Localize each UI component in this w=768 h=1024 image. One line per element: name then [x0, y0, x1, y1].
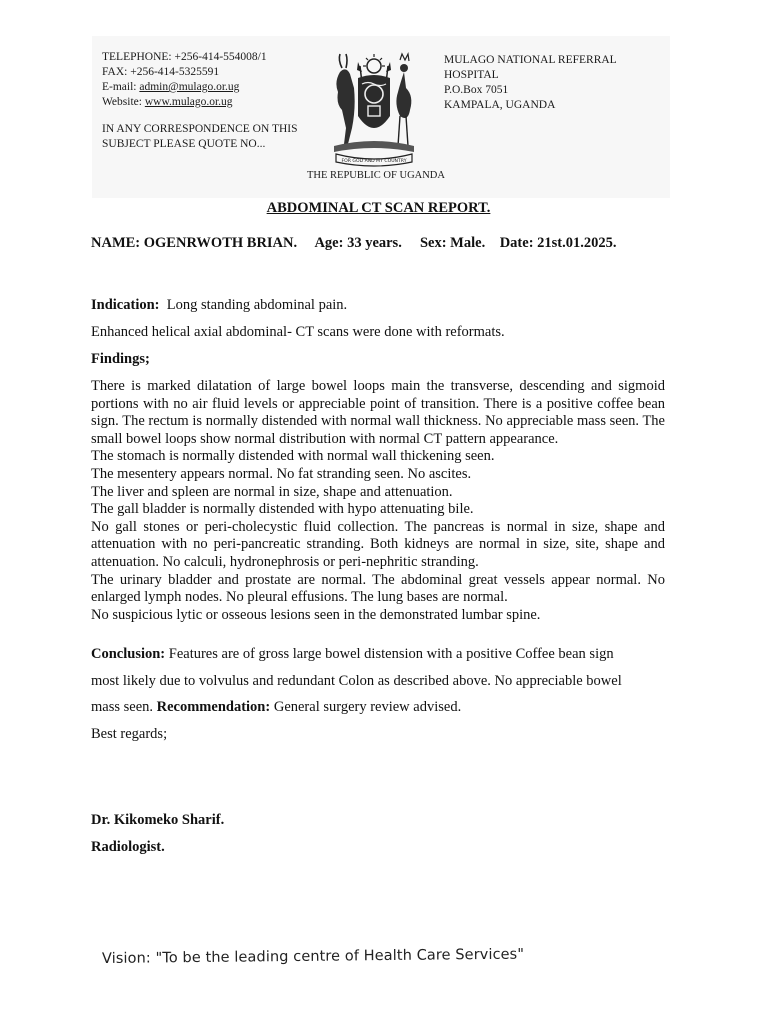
website-link[interactable]: www.mulago.or.ug [144, 96, 233, 108]
email-line [102, 80, 298, 95]
republic-caption: THE REPUBLIC OF UGANDA [307, 170, 445, 181]
conclusion-text-1: Features are of gross large bowel distension with a positive Coffee bean sign [168, 646, 614, 662]
coat-of-arms-icon [320, 48, 428, 170]
report-title: ABDOMINAL CT SCAN REPORT. [266, 200, 491, 216]
indication-label: Indication: [91, 297, 160, 313]
signatory-title: Radiologist. [91, 838, 165, 855]
website-label: Website: [102, 96, 145, 108]
conclusion-line-3 [91, 694, 665, 721]
signatory-name: Dr. Kikomeko Sharif. [91, 812, 225, 828]
patient-name: NAME: OGENRWOTH BRIAN. [91, 235, 298, 251]
hospital-address-block [444, 53, 670, 113]
correspondence-note-line1: IN ANY CORRESPONDENCE ON THIS [102, 123, 298, 135]
findings-liver-line: The liver and spleen are normal in size, shape and attenuation. [91, 483, 453, 500]
email-label: E-mail: [102, 81, 140, 93]
indication-text: Long standing abdominal pain. [166, 297, 348, 313]
findings-gallbladder-line: The gall bladder is normally distended with hypo attenuating bile. [91, 501, 474, 518]
technique-line: Enhanced helical axial abdominal- CT scans were done with reformats. [91, 324, 505, 340]
findings-bladder-paragraph: The urinary bladder and prostate are normal. The abdominal great vessels appear normal. No enlarged lymph nodes. No pleural effusions. The lung bases are normal. [91, 571, 665, 606]
conclusion-text-3: mass seen. [91, 699, 154, 715]
findings-heading: Findings; [91, 351, 150, 367]
recommendation-label: Recommendation: [156, 699, 271, 715]
patient-sex: Sex: Male. [419, 235, 486, 251]
closing-line: Best regards; [91, 725, 168, 742]
vision-statement: Vision: "To be the leading centre of Health Care Services" [101, 946, 525, 967]
correspondence-note-line2: SUBJECT PLEASE QUOTE NO... [102, 138, 266, 150]
letterhead [92, 36, 670, 198]
conclusion-line-1 [91, 641, 665, 668]
conclusion-label: Conclusion: [91, 646, 166, 662]
email-link[interactable]: admin@mulago.or.ug [139, 81, 240, 93]
report-date: Date: 21st.01.2025. [499, 235, 617, 251]
website-line [102, 95, 298, 110]
conclusion-line-2: most likely due to volvulus and redundant Colon as described above. No appreciable bowel [91, 672, 622, 689]
findings-bowel-paragraph: There is marked dilatation of large bowel loops main the transverse, descending and sigmoid portions with no air fluid levels or appreciable point of transition. There is a positive coffee bean sign. The rectum is normally distended with normal wall thickness. No appreciable mass seen. The small bowel loops show normal distribution with normal CT pattern appearance. [91, 378, 665, 447]
findings-spine-line: No suspicious lytic or osseous lesions seen in the demonstrated lumbar spine. [91, 606, 541, 623]
conclusion-block [91, 641, 665, 747]
findings-pancreas-kidney-paragraph: No gall stones or peri-cholecystic fluid collection. The pancreas is normal in size, shape and attenuation with no peri-pancreatic stranding. Both kidneys are normal in size, site, shape and attenuation. No calculi, hydronephrosis or peri-nephritic stranding. [91, 518, 665, 570]
city: KAMPALA, UGANDA [444, 99, 556, 111]
hospital-name: MULAGO NATIONAL REFERRAL HOSPITAL [444, 54, 617, 81]
findings-body [91, 378, 665, 624]
findings-mesentery-line: The mesentery appears normal. No fat stranding seen. No ascites. [91, 465, 472, 482]
findings-stomach-line: The stomach is normally distended with normal wall thickening seen. [91, 448, 495, 465]
motto-text: FOR GOD AND MY COUNTRY [341, 159, 407, 164]
contact-block [102, 50, 298, 152]
patient-age: Age: 33 years. [314, 235, 402, 251]
telephone-line: TELEPHONE: +256-414-554008/1 [102, 51, 267, 63]
recommendation-text: General surgery review advised. [273, 699, 462, 715]
signature-block [91, 807, 224, 860]
patient-details [91, 235, 691, 252]
po-box: P.O.Box 7051 [444, 84, 509, 96]
indication-line [91, 297, 665, 315]
fax-line: FAX: +256-414-5325591 [102, 66, 220, 78]
